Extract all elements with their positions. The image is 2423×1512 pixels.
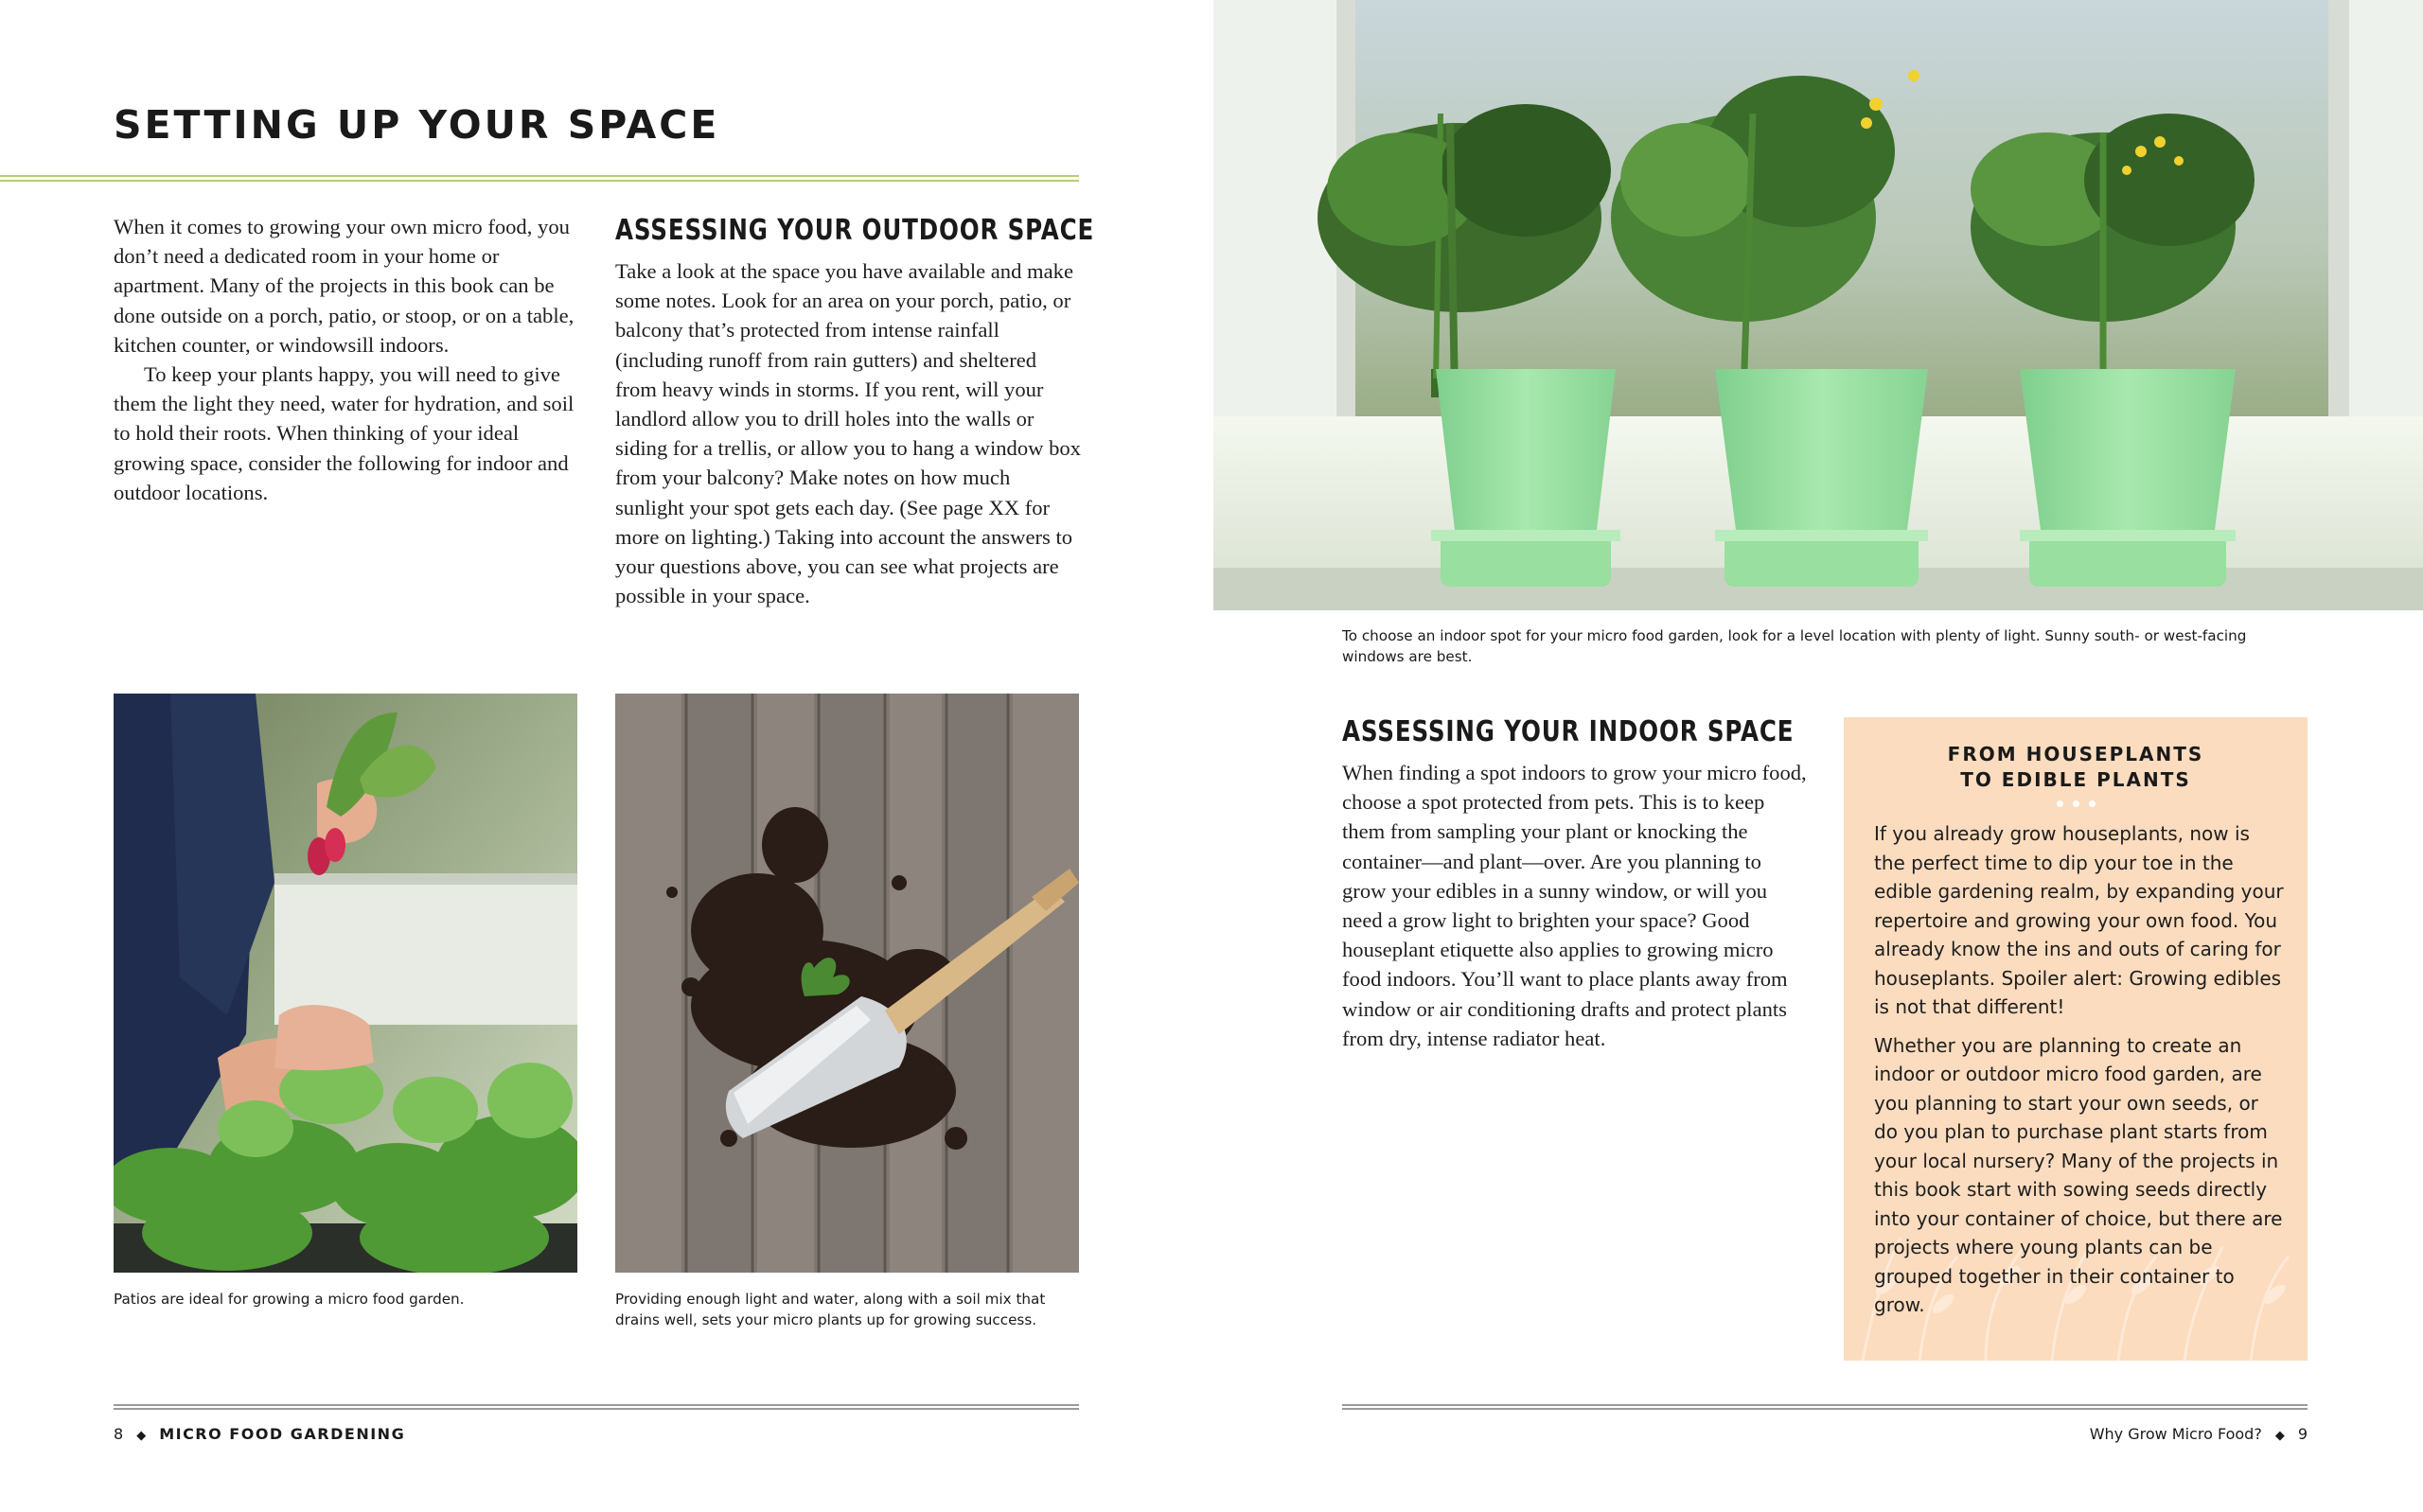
left-folio bbox=[114, 1425, 405, 1443]
indoor-text bbox=[1342, 758, 1810, 1053]
soil-caption: Providing enough light and water, along with a soil mix that drains well, sets your micro plants up for growing success. bbox=[615, 1291, 1046, 1328]
chapter-title: SETTING UP YOUR SPACE bbox=[114, 102, 720, 148]
sidebar-box bbox=[1844, 717, 2308, 1361]
sidebar-text bbox=[1874, 819, 2285, 1329]
diamond-icon: ◆ bbox=[136, 1429, 147, 1443]
intro-paragraph: When it comes to growing your own micro food, you don’t need a dedicated room in your home or apartment. Many of the projects in this book can be done outside on a porch, patio, or stoop, or on a table, kitchen counter, or windowsill indoors. bbox=[114, 215, 575, 357]
sidebar-paragraph: If you already grow houseplants, now is the perfect time to dip your toe in the edible gardening realm, by expanding your repertoire and growing your own food. You already know the ins and outs of caring for houseplants. Spoiler alert: Growing edibles is not that different! bbox=[1874, 822, 2284, 1018]
sidebar-title-line: FROM HOUSEPLANTS bbox=[1947, 743, 2204, 765]
patio-photo bbox=[114, 694, 577, 1273]
patio-caption: Patios are ideal for growing a micro food garden. bbox=[114, 1291, 465, 1308]
sidebar-title-line: TO EDIBLE PLANTS bbox=[1960, 768, 2191, 791]
sidebar-title bbox=[1844, 742, 2308, 793]
title-rule bbox=[0, 175, 1079, 183]
outdoor-heading: ASSESSING YOUR OUTDOOR SPACE bbox=[615, 214, 1095, 247]
indoor-heading: ASSESSING YOUR INDOOR SPACE bbox=[1342, 715, 1795, 748]
windowsill-photo bbox=[1213, 0, 2423, 610]
page-number: 9 bbox=[2297, 1425, 2308, 1443]
intro-paragraph: To keep your plants happy, you will need to give them the light they need, water for hydration, and soil to hold their roots. When thinking of your ideal growing space, consider the following for indoor and outdoor locations. bbox=[114, 362, 575, 504]
windowsill-caption: To choose an indoor spot for your micro food garden, look for a level location with plenty of light. Sunny south- or west-facing windows are best. bbox=[1342, 627, 2247, 665]
left-footer-rule bbox=[114, 1404, 1079, 1410]
dots-divider-icon bbox=[1844, 795, 2308, 812]
diamond-icon: ◆ bbox=[2274, 1429, 2285, 1443]
sidebar-paragraph: Whether you are planning to create an indoor or outdoor micro food garden, are you planning to start your own seeds, or do you plan to purchase plant starts from your local nursery? Many of the projects in this book start with sowing seeds directly into your container of choice, but there are projects where young plants can be grouped together in their container to grow. bbox=[1874, 1033, 2283, 1316]
outdoor-paragraph: Take a look at the space you have available and make some notes. Look for an area on your porch, patio, or balcony that’s protected from intense rainfall (including runoff from rain gutters) and sheltered from heavy winds in storms. If you rent, will your landlord allow you to drill holes into the walls or siding for a trellis, or allow you to hang a window box from your balcony? Make notes on how much sunlight your spot gets each day. (See page XX for more on lighting.) Taking into account the answers to your questions above, you can see what projects are possible in your space. bbox=[615, 259, 1081, 608]
page-number: 8 bbox=[114, 1425, 124, 1443]
running-head: Why Grow Micro Food? bbox=[2089, 1425, 2262, 1443]
outdoor-text bbox=[615, 256, 1083, 610]
intro-text bbox=[114, 212, 581, 507]
running-head: MICRO FOOD GARDENING bbox=[159, 1425, 406, 1443]
right-footer-rule bbox=[1342, 1404, 2308, 1410]
indoor-paragraph: When finding a spot indoors to grow your micro food, choose a spot protected from pets. This is to keep them from sampling your plant or knocking the container—and plant—over. Are you planning to grow your edibles in a sunny window, or will you need a grow light to brighten your space? Good houseplant etiquette also applies to growing micro food indoors. You’ll want to place plants away from window or air conditioning drafts and protect plants from dry, intense radiator heat. bbox=[1342, 761, 1807, 1050]
soil-photo bbox=[615, 694, 1079, 1273]
right-folio bbox=[2090, 1425, 2308, 1443]
